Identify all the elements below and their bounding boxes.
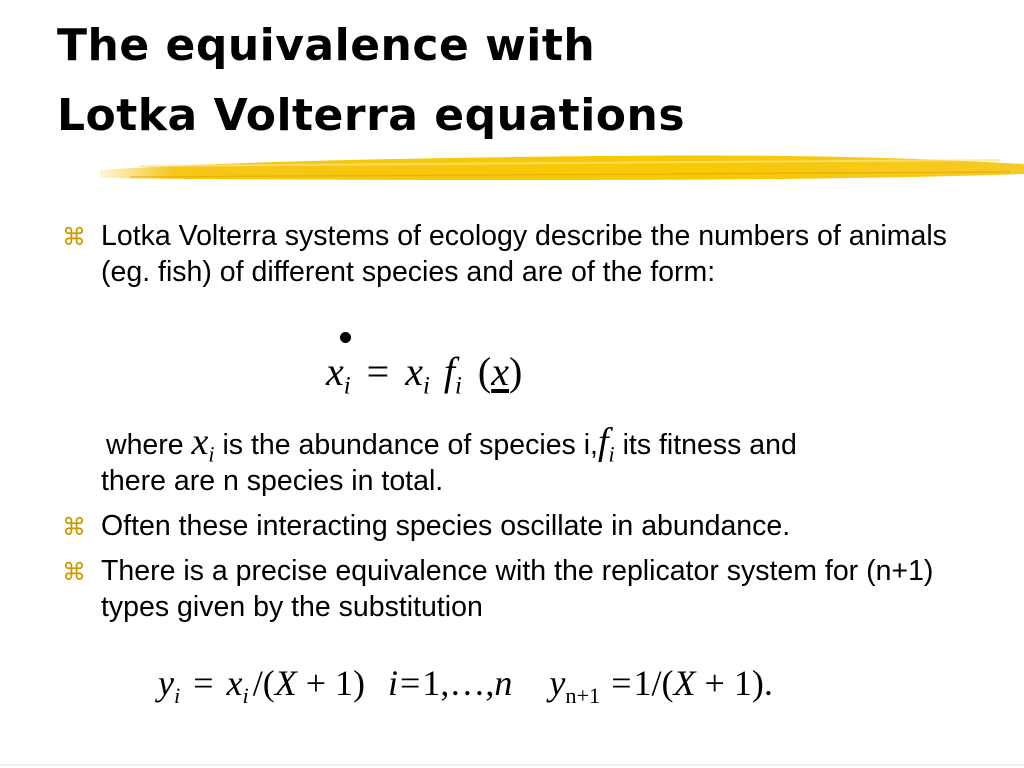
where-var-x: x: [191, 421, 209, 463]
eq1-equals: =: [366, 349, 390, 394]
bullet-1-text: Lotka Volterra systems of ecology describe the numbers of animals (eg. fish) of different species and are of the form:: [101, 220, 947, 288]
eq2-X: X: [274, 663, 297, 703]
eq2-i: i: [388, 663, 399, 703]
bullet-3-text: There is a precise equivalence with the replicator system for (n+1) types given by the substitution: [101, 555, 934, 623]
eq1-close-paren: ): [508, 349, 523, 394]
highlighter-stroke: [100, 150, 1024, 186]
eq2-equals-2: =: [400, 663, 421, 703]
eq1-lhs-sub: i: [343, 372, 351, 400]
eq1-arg: x: [491, 349, 509, 394]
eq2-y: y: [158, 663, 174, 703]
substitution-equation: [158, 662, 773, 708]
where-var-f: f: [597, 421, 609, 463]
eq2-plus-2: +: [704, 663, 725, 703]
eq2-y2: y: [549, 663, 566, 703]
eq2-equals-1: =: [193, 663, 214, 703]
z-bullet-icon: ⌘: [62, 558, 86, 586]
time-derivative-dot: [340, 332, 351, 343]
eq2-slash-1: /(: [252, 663, 275, 703]
slide-title-line-2: Lotka Volterra equations: [57, 90, 686, 141]
where-var-f-sub: i: [608, 441, 615, 467]
bullet-2-text: Often these interacting species oscillate in abundance.: [101, 510, 791, 542]
footer-divider: [0, 764, 1024, 766]
slide-title-line-1: The equivalence with: [57, 20, 596, 71]
eq2-x-sub: i: [242, 682, 249, 708]
where-end-text: its fitness and: [622, 429, 797, 461]
z-bullet-icon: ⌘: [62, 513, 86, 541]
eq1-rhs-var: x: [405, 349, 423, 394]
eq2-one-1: 1): [335, 663, 365, 703]
eq1-func: f: [443, 349, 455, 394]
eq2-slash-2: 1/(: [633, 663, 674, 703]
eq1-func-sub: i: [455, 372, 462, 400]
eq2-x: x: [226, 663, 243, 703]
z-bullet-icon: ⌘: [62, 223, 86, 251]
eq1-rhs-sub: i: [422, 372, 430, 400]
eq2-plus-1: +: [305, 663, 326, 703]
where-clause-line-1: [106, 421, 986, 467]
where-mid-text: is the abundance of species i,: [222, 429, 598, 461]
where-var-x-sub: i: [208, 441, 215, 467]
eq2-y-sub: i: [173, 682, 181, 708]
eq1-lhs-var: x: [326, 349, 344, 394]
eq2-X2: X: [673, 663, 696, 703]
where-word: where: [106, 429, 184, 461]
eq2-n: n: [494, 663, 513, 703]
eq2-one-2: 1).: [733, 663, 773, 703]
eq1-open-paren: (: [477, 349, 492, 394]
lotka-volterra-equation: [326, 348, 523, 400]
where-clause-line-2: there are n species in total.: [101, 465, 444, 497]
eq2-y2-sub: n+1: [565, 682, 601, 708]
eq2-equals-3: =: [611, 663, 632, 703]
eq2-range: 1,…,: [422, 663, 495, 703]
